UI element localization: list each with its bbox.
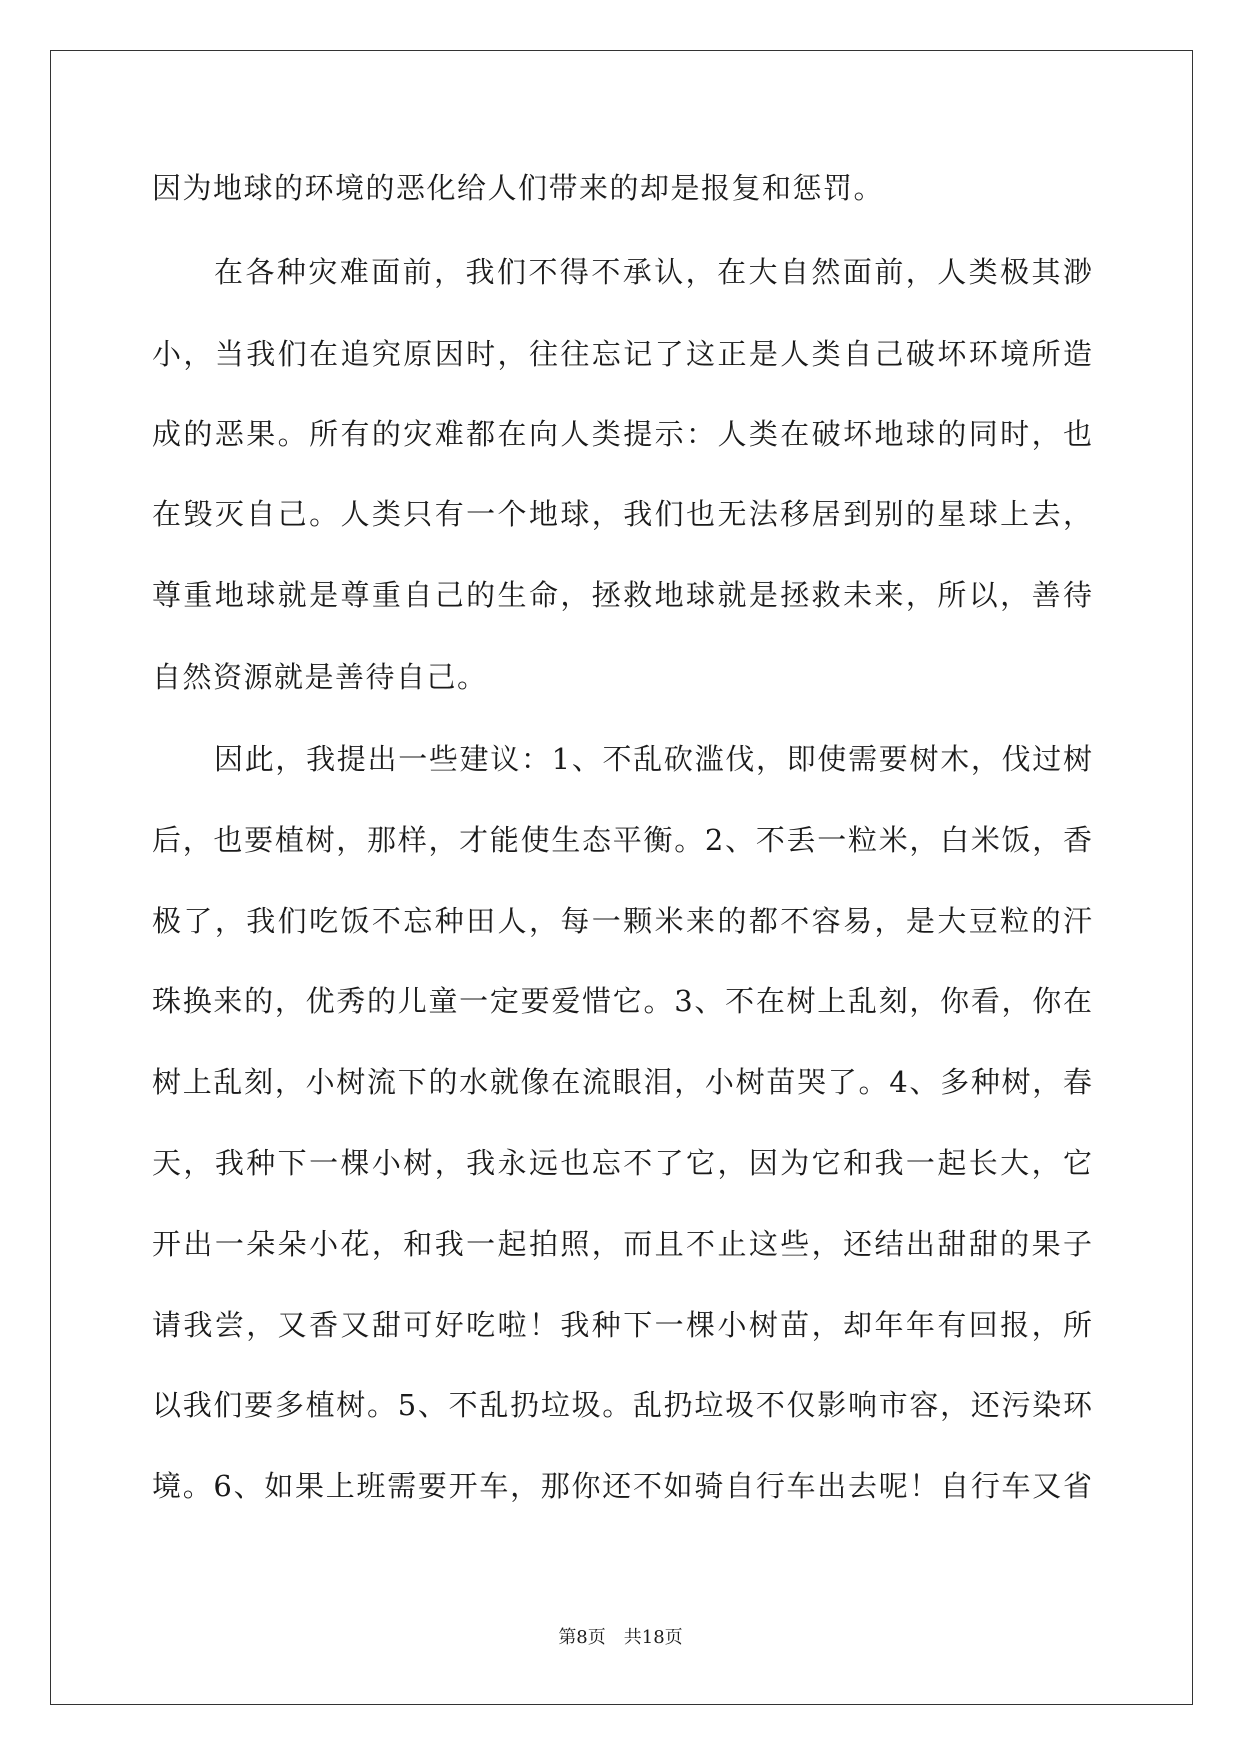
text-line-8: 因此，我提出一些建议：1、不乱砍滥伐，即使需要树木，伐过树	[214, 742, 1092, 776]
page-number-total: 共18页	[623, 1627, 683, 1648]
text-line-15: 请我尝，又香又甜可好吃啦！我种下一棵小树苗，却年年有回报，所	[152, 1308, 1092, 1342]
text-line-2: 在各种灾难面前，我们不得不承认，在大自然面前，人类极其渺	[214, 255, 1092, 289]
text-line-12: 树上乱刻，小树流下的水就像在流眼泪，小树苗哭了。4、多种树，春	[152, 1065, 1092, 1099]
text-line-5: 在毁灭自己。人类只有一个地球，我们也无法移居到别的星球上去，	[152, 497, 1092, 531]
text-line-4: 成的恶果。所有的灾难都在向人类提示：人类在破坏地球的同时，也	[152, 417, 1092, 451]
text-line-1: 因为地球的环境的恶化给人们带来的却是报复和惩罚。	[152, 171, 885, 205]
text-line-3: 小，当我们在追究原因时，往往忘记了这正是人类自己破坏环境所造	[152, 337, 1092, 371]
text-line-13: 天，我种下一棵小树，我永远也忘不了它，因为它和我一起长大，它	[152, 1146, 1092, 1180]
page-border	[50, 50, 1193, 1705]
text-line-7: 自然资源就是善待自己。	[152, 660, 488, 694]
page-footer	[0, 1626, 1241, 1650]
text-line-10: 极了，我们吃饭不忘种田人，每一颗米来的都不容易，是大豆粒的汗	[152, 904, 1092, 938]
text-line-11: 珠换来的，优秀的儿童一定要爱惜它。3、不在树上乱刻，你看，你在	[152, 984, 1092, 1018]
text-line-16: 以我们要多植树。5、不乱扔垃圾。乱扔垃圾不仅影响市容，还污染环	[152, 1388, 1092, 1422]
page-number-current: 第8页	[558, 1627, 606, 1648]
text-line-17: 境。6、如果上班需要开车，那你还不如骑自行车出去呢！自行车又省	[152, 1469, 1092, 1503]
text-line-6: 尊重地球就是尊重自己的生命，拯救地球就是拯救未来，所以，善待	[152, 578, 1092, 612]
text-line-9: 后，也要植树，那样，才能使生态平衡。2、不丢一粒米，白米饭，香	[152, 823, 1092, 857]
text-line-14: 开出一朵朵小花，和我一起拍照，而且不止这些，还结出甜甜的果子	[152, 1227, 1092, 1261]
